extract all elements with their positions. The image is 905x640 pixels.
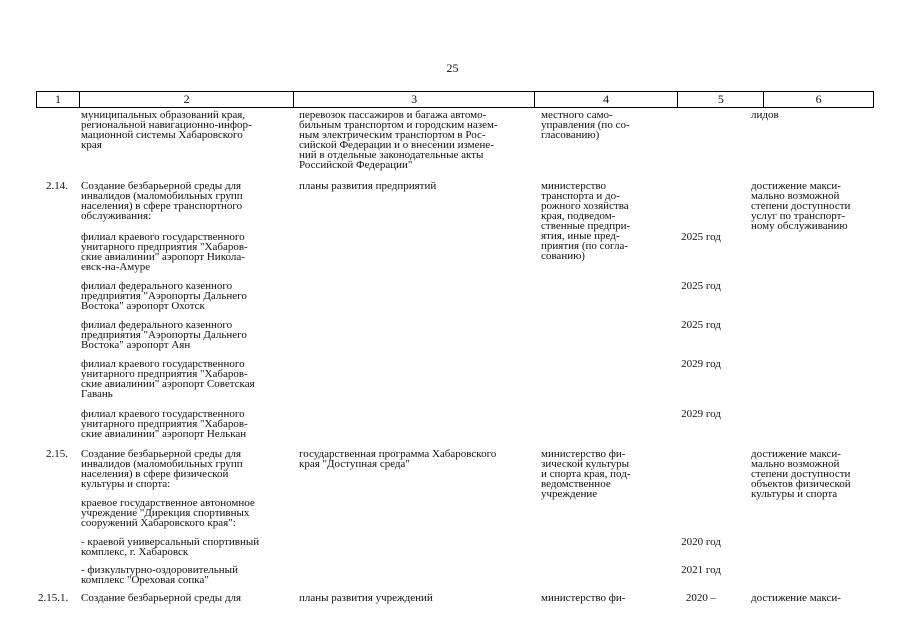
row1-item1-text: филиал краевого государственного унитарного предприятия "Хабаров- ские авиалинии" аэропорт Никола- евск-на-Амуре bbox=[81, 231, 248, 273]
header-cell-6: 6 bbox=[763, 92, 873, 107]
row3-item0-year: 2020 – bbox=[685, 592, 717, 604]
row2-item3-text: - физкультурно-оздоровительный комплекс "Ореховая сопка" bbox=[81, 564, 238, 586]
header-cell-2: 2 bbox=[79, 92, 293, 107]
row1-item4-text: филиал краевого государственного унитарного предприятия "Хабаров- ские авиалинии" аэропорт Советская Гавань bbox=[81, 358, 255, 400]
header-cell-3: 3 bbox=[293, 92, 533, 107]
row1-item0-text: Создание безбарьерной среды для инвалидов (маломобильных групп населения) в сфере транспортного обслуживания: bbox=[81, 180, 243, 222]
row1-item5-year: 2029 год bbox=[681, 408, 721, 420]
row3-number: 2.15.1. bbox=[38, 592, 69, 604]
row2-item2-year: 2020 год bbox=[681, 536, 721, 548]
table-header bbox=[36, 91, 874, 108]
row1-item3-text: филиал федерального казенного предприятия "Аэропорты Дальнего Востока" аэропорт Аян bbox=[81, 319, 247, 351]
row1-item5-text: филиал краевого государственного унитарного предприятия "Хабаров- ские авиалинии" аэропорт Нелькан bbox=[81, 408, 248, 440]
row2-item2-text: - краевой универсальный спортивный комплекс, г. Хабаровск bbox=[81, 536, 260, 558]
row3-item0-text: Создание безбарьерной среды для bbox=[81, 592, 242, 604]
row1-basis: планы развития предприятий bbox=[299, 180, 437, 192]
row3-result: достижение макси- bbox=[751, 592, 841, 604]
page-number: 25 bbox=[446, 61, 459, 75]
row2-item1-text: краевое государственное автономное учреждение "Дирекция спортивных сооружений Хабаровского края": bbox=[81, 497, 255, 529]
row3-responsible: министерство фи- bbox=[541, 592, 626, 604]
row2-result: достижение макси- мально возможной степени доступности объектов физической культуры и спорта bbox=[751, 448, 851, 500]
header-cell-1: 1 bbox=[54, 92, 61, 106]
row1-item3-year: 2025 год bbox=[681, 319, 721, 331]
row1-responsible: министерство транспорта и до- рожного хозяйства края, подведом- ственные предпри- ятия, иные пред- приятия (по согла- сованию) bbox=[541, 180, 631, 262]
row1-item1-year: 2025 год bbox=[681, 231, 721, 243]
row3-basis: планы развития учреждений bbox=[299, 592, 433, 604]
row1-number: 2.14. bbox=[46, 180, 68, 192]
row0-item0-text: муниципальных образований края, региональной навигационно-инфор- мационной системы Хабаровского края bbox=[81, 109, 252, 151]
row0-result: лидов bbox=[751, 109, 779, 121]
row2-item0-text: Создание безбарьерной среды для инвалидов (маломобильных групп населения) в сфере физической культуры и спорта: bbox=[81, 448, 243, 490]
header-cell-5: 5 bbox=[677, 92, 763, 107]
row0-basis: перевозок пассажиров и багажа автомо- бильным транспортом и городским назем- ным электрическим транспортом в Рос- сийской Федерации и о внесении измене- ний в отдельные законодательные акты Российской Федерации" bbox=[299, 109, 498, 171]
row1-item2-year: 2025 год bbox=[681, 280, 721, 292]
row2-item3-year: 2021 год bbox=[681, 564, 721, 576]
row0-responsible: местного само- управления (по со- гласованию) bbox=[541, 109, 630, 141]
row2-basis: государственная программа Хабаровского края "Доступная среда" bbox=[299, 448, 497, 470]
row1-item2-text: филиал федерального казенного предприятия "Аэропорты Дальнего Востока" аэропорт Охотск bbox=[81, 280, 247, 312]
row2-responsible: министерство фи- зической культуры и спорта края, под- ведомственное учреждение bbox=[541, 448, 631, 500]
row2-number: 2.15. bbox=[46, 448, 68, 460]
row1-result: достижение макси- мально возможной степени доступности услуг по транспорт- ному обслуживанию bbox=[751, 180, 851, 232]
header-cell-4: 4 bbox=[534, 92, 678, 107]
row1-item4-year: 2029 год bbox=[681, 358, 721, 370]
